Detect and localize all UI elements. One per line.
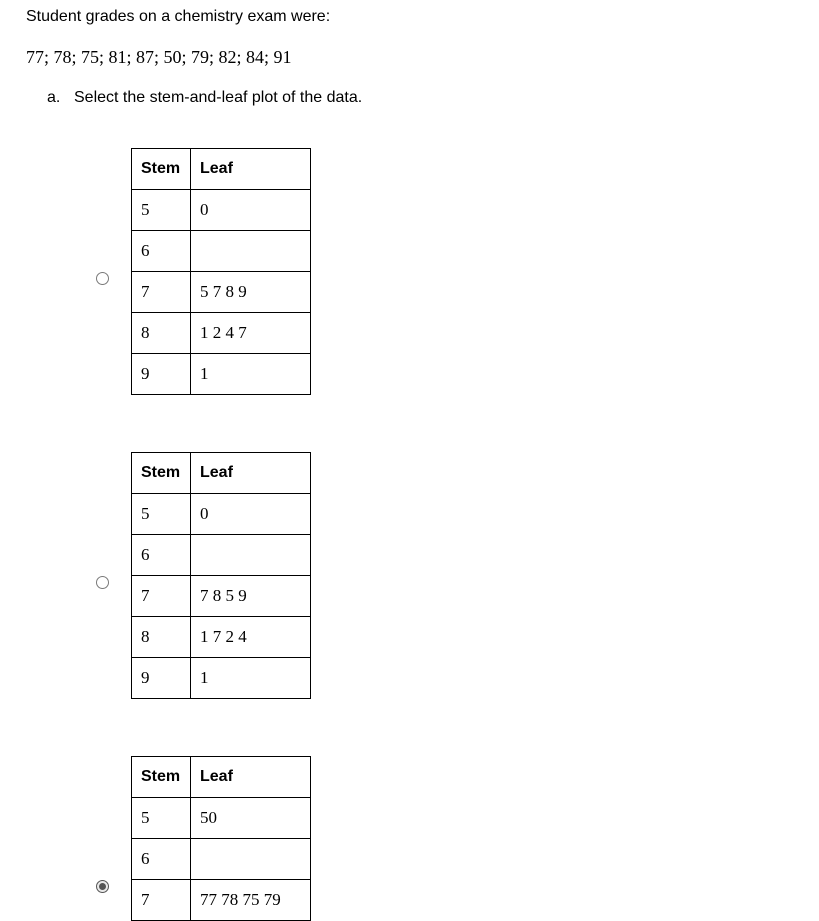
- option-3-radio[interactable]: [96, 880, 109, 893]
- option-3-stem-leaf-table: [131, 756, 311, 921]
- option-2-radio[interactable]: [96, 576, 109, 589]
- table-row: [132, 535, 311, 576]
- table-row: [132, 354, 311, 395]
- option-1-radio[interactable]: [96, 272, 109, 285]
- stem-cell: 8: [132, 617, 191, 658]
- table-row: [132, 839, 311, 880]
- table-row: [132, 576, 311, 617]
- table-header-row: [132, 149, 311, 190]
- stem-cell: 5: [132, 494, 191, 535]
- table-row: [132, 880, 311, 921]
- sub-question-text: Select the stem-and-leaf plot of the data.: [74, 89, 363, 106]
- table-row: [132, 617, 311, 658]
- stem-cell: 5: [132, 798, 191, 839]
- table-row: [132, 798, 311, 839]
- leaf-cell: [191, 839, 311, 880]
- leaf-cell: 50: [191, 798, 311, 839]
- option-1-stem-leaf-table: [131, 148, 311, 395]
- leaf-cell: 1: [191, 354, 311, 395]
- table-row: [132, 190, 311, 231]
- leaf-cell: 77 78 75 79: [191, 880, 311, 921]
- table-header-row: [132, 453, 311, 494]
- stem-cell: 7: [132, 880, 191, 921]
- table-header-row: [132, 757, 311, 798]
- stem-cell: 9: [132, 658, 191, 699]
- sub-question-label: a.: [47, 89, 61, 106]
- leaf-cell: 1 2 4 7: [191, 313, 311, 354]
- leaf-cell: [191, 535, 311, 576]
- leaf-header: Leaf: [191, 453, 311, 494]
- stem-cell: 7: [132, 576, 191, 617]
- table-row: [132, 272, 311, 313]
- sub-question: [47, 89, 362, 107]
- leaf-header: Leaf: [191, 149, 311, 190]
- leaf-cell: 1 7 2 4: [191, 617, 311, 658]
- stem-header: Stem: [132, 757, 191, 798]
- leaf-cell: 7 8 5 9: [191, 576, 311, 617]
- stem-header: Stem: [132, 453, 191, 494]
- stem-cell: 6: [132, 231, 191, 272]
- leaf-cell: [191, 231, 311, 272]
- stem-cell: 6: [132, 839, 191, 880]
- leaf-cell: 0: [191, 190, 311, 231]
- question-prompt: Student grades on a chemistry exam were:: [26, 8, 331, 25]
- stem-cell: 9: [132, 354, 191, 395]
- leaf-cell: 5 7 8 9: [191, 272, 311, 313]
- table-row: [132, 494, 311, 535]
- table-row: [132, 231, 311, 272]
- leaf-cell: 0: [191, 494, 311, 535]
- stem-cell: 6: [132, 535, 191, 576]
- stem-header: Stem: [132, 149, 191, 190]
- table-row: [132, 313, 311, 354]
- leaf-cell: 1: [191, 658, 311, 699]
- stem-cell: 5: [132, 190, 191, 231]
- stem-cell: 8: [132, 313, 191, 354]
- table-row: [132, 658, 311, 699]
- leaf-header: Leaf: [191, 757, 311, 798]
- grades-data: 77; 78; 75; 81; 87; 50; 79; 82; 84; 91: [26, 47, 292, 67]
- stem-cell: 7: [132, 272, 191, 313]
- option-2-stem-leaf-table: [131, 452, 311, 699]
